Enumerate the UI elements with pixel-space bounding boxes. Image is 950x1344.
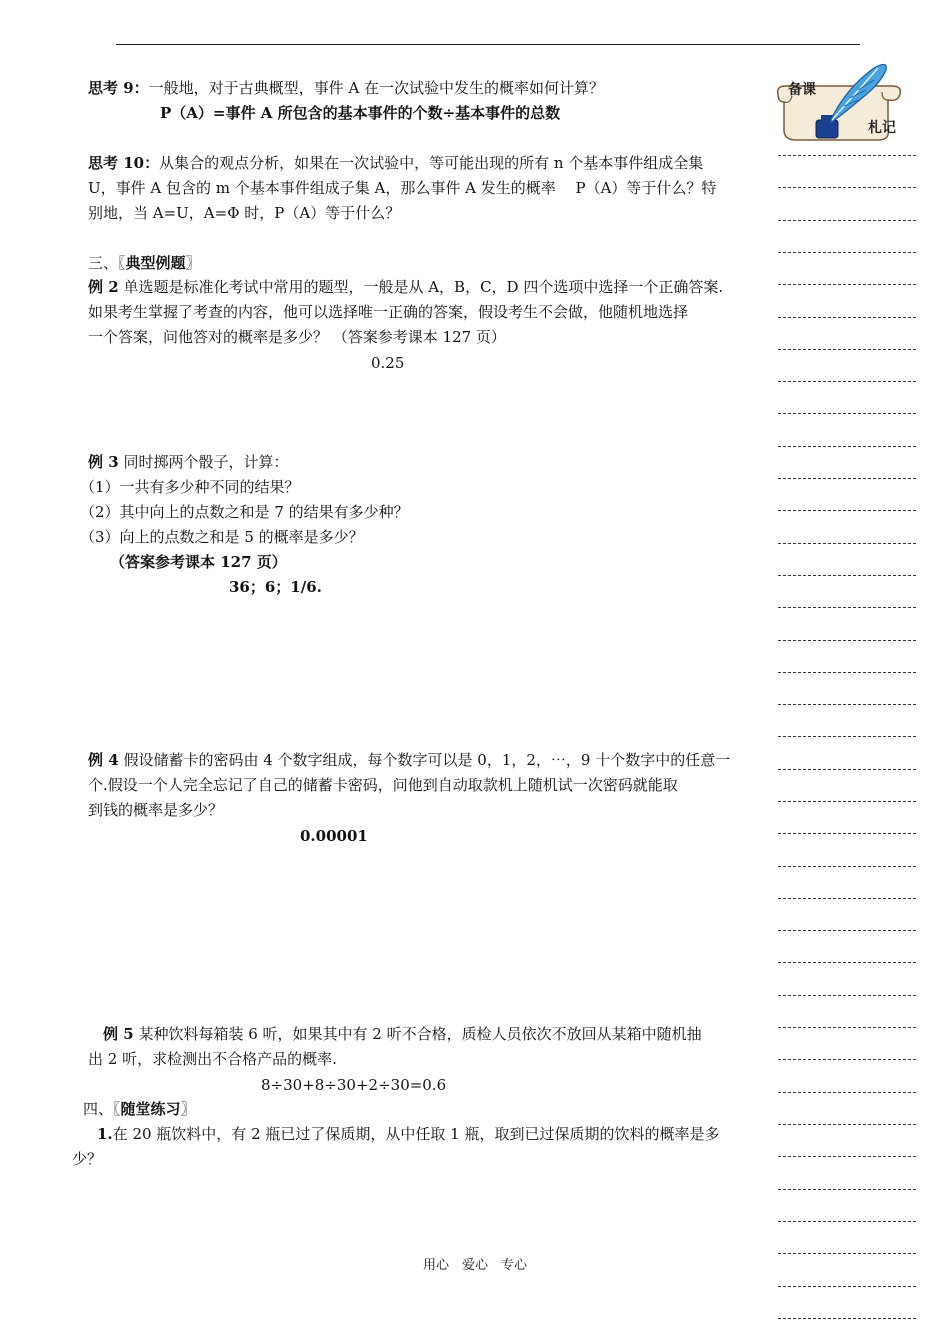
logo-text-top: 备课: [788, 82, 816, 98]
ex4-text1: 假设储蓄卡的密码由 4 个数字组成，每个数字可以是 0，1，2，⋯，9 十个数字中的任意一: [118, 751, 731, 769]
think9-label: 思考 9：: [88, 79, 149, 97]
ex2-line3: 一个答案，问他答对的概率是多少？ （答案参考课本 127 页）: [88, 328, 506, 346]
think10-line3: 别地，当 A=U，A=Φ 时，P（A）等于什么？: [88, 204, 401, 222]
ex3-q3: （3）向上的点数之和是 5 的概率是多少？: [80, 528, 364, 546]
ex4-label: 例 4: [88, 751, 119, 769]
ex3-intro-text: 同时掷两个骰子，计算：: [118, 453, 289, 471]
ex3-answer: 36；6；1/6.: [229, 578, 322, 596]
notes-rule-line: [778, 801, 916, 802]
ex5-line1: [103, 1023, 702, 1045]
notes-rule-line: [778, 1318, 916, 1319]
notes-rule-line: [778, 510, 916, 511]
think9-question: [88, 77, 604, 99]
ex2-text1: 单选题是标准化考试中常用的题型，一般是从 A，B，C，D 四个选项中选择一个正确答案.: [118, 278, 724, 296]
section3-heading: [88, 252, 201, 274]
notes-rule-line: [778, 1059, 916, 1060]
notes-rule-line: [778, 1253, 916, 1254]
ex4-line2: 个.假设一个人完全忘记了自己的储蓄卡密码，问他到自动取款机上随机试一次密码就能取: [88, 776, 678, 794]
notes-rule-line: [778, 1092, 916, 1093]
section4-title: 随堂练习: [120, 1100, 181, 1118]
notes-rule-line: [778, 769, 916, 770]
ex3-label: 例 3: [88, 453, 119, 471]
think9-text: 一般地，对于古典概型，事件 A 在一次试验中发生的概率如何计算？: [148, 79, 605, 97]
ex3-ref: （答案参考课本 127 页）: [110, 553, 287, 571]
notes-rule-line: [778, 930, 916, 931]
think10-line1: [88, 152, 703, 174]
practice1-line1: [97, 1123, 719, 1145]
notes-rule-line: [778, 413, 916, 414]
section3-title: 典型例题: [125, 254, 186, 272]
notes-rule-line: [778, 284, 916, 285]
ex2-line2: 如果考生掌握了考查的内容，他可以选择唯一正确的答案，假设考生不会做，他随机地选择: [88, 303, 689, 321]
notes-rule-line: [778, 1286, 916, 1287]
ex3-intro: [88, 451, 288, 473]
notes-rule-line: [778, 349, 916, 350]
ex2-label: 例 2: [88, 278, 119, 296]
think9-formula: P（A）=事件 A 所包含的基本事件的个数÷基本事件的总数: [160, 104, 561, 122]
section4-heading: [83, 1098, 196, 1120]
practice1-num: 1.: [97, 1125, 113, 1143]
page-footer: 用心 爱心 专心: [422, 1258, 527, 1273]
notes-rule-line: [778, 898, 916, 899]
section4-suffix: 〗: [180, 1100, 196, 1118]
logo-text-bottom: 札记: [868, 120, 896, 136]
notes-rule-line: [778, 446, 916, 447]
notes-rule-line: [778, 672, 916, 673]
ex5-label: 例 5: [103, 1025, 134, 1043]
notes-rule-line: [778, 995, 916, 996]
notes-rule-line: [778, 1189, 916, 1190]
notes-rule-line: [778, 381, 916, 382]
notes-rule-line: [778, 252, 916, 253]
notes-rule-line: [778, 1124, 916, 1125]
notes-rule-line: [778, 1221, 916, 1222]
practice1-text1: 在 20 瓶饮料中，有 2 瓶已过了保质期，从中任取 1 瓶，取到已过保质期的饮料的概率是多: [112, 1125, 720, 1143]
ex4-answer: 0.00001: [300, 827, 368, 845]
ex3-q2: （2）其中向上的点数之和是 7 的结果有多少种？: [80, 503, 409, 521]
notes-rule-line: [778, 1027, 916, 1028]
notes-rule-line: [778, 220, 916, 221]
notes-rule-line: [778, 155, 916, 156]
think10-label: 思考 10：: [88, 154, 160, 172]
section4-prefix: 四、〖: [83, 1100, 121, 1118]
notes-rule-line: [778, 478, 916, 479]
notes-rule-line: [778, 317, 916, 318]
notes-rule-line: [778, 833, 916, 834]
section3-suffix: 〗: [185, 254, 201, 272]
ex5-text1: 某种饮料每箱装 6 听，如果其中有 2 听不合格，质检人员依次不放回从某箱中随机抽: [133, 1025, 702, 1043]
notes-rule-line: [778, 543, 916, 544]
ex4-line3: 到钱的概率是多少？: [88, 801, 224, 819]
think10-text1: 从集合的观点分析，如果在一次试验中，等可能出现的所有 n 个基本事件组成全集: [159, 154, 704, 172]
notes-rule-line: [778, 575, 916, 576]
ex3-q1: （1）一共有多少种不同的结果？: [80, 478, 300, 496]
notes-rule-line: [778, 1156, 916, 1157]
section3-prefix: 三、〖: [88, 254, 126, 272]
notes-rule-line: [778, 962, 916, 963]
ex4-line1: [88, 749, 730, 771]
notes-rule-line: [778, 736, 916, 737]
notes-rule-line: [778, 704, 916, 705]
notes-rule-line: [778, 187, 916, 188]
ex5-answer: 8÷30+8÷30+2÷30=0.6: [261, 1076, 447, 1094]
practice1-line2: 少？: [72, 1150, 103, 1168]
notes-rule-line: [778, 640, 916, 641]
think10-line2: U，事件 A 包含的 m 个基本事件组成子集 A，那么事件 A 发生的概率 P（A）等于什么？特: [88, 179, 717, 197]
ex2-line1: [88, 276, 723, 298]
notes-quill-logo: [774, 60, 906, 144]
notes-rule-line: [778, 607, 916, 608]
notes-rule-line: [778, 866, 916, 867]
ex2-answer: 0.25: [371, 354, 405, 372]
ex5-line2: 出 2 听，求检测出不合格产品的概率.: [88, 1050, 337, 1068]
